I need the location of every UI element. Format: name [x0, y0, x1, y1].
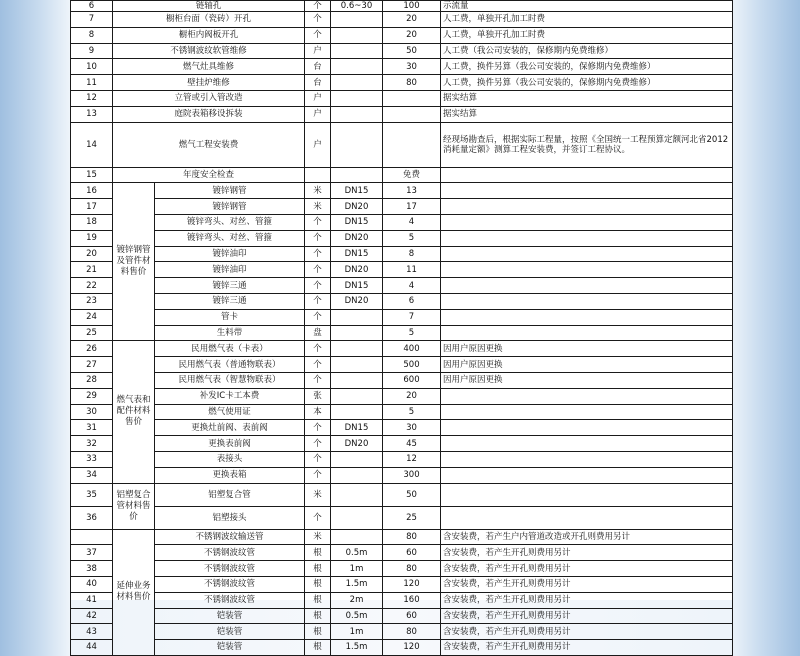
row-number-cell: 15 — [71, 167, 113, 183]
table-row — [71, 545, 733, 561]
remark-cell: 人工费，换件另算（我公司安装的，保修期内免费维修） — [441, 75, 733, 91]
unit-cell: 个 — [305, 372, 331, 388]
price-table-sheet — [70, 0, 732, 653]
price-cell: 400 — [383, 341, 441, 357]
remark-cell — [441, 309, 733, 325]
unit-cell: 根 — [305, 592, 331, 608]
remark-cell — [441, 325, 733, 341]
item-name-cell: 燃气使用证 — [155, 404, 305, 420]
spec-cell: 1.5m — [331, 576, 383, 592]
price-cell: 120 — [383, 640, 441, 656]
unit-cell: 个 — [305, 214, 331, 230]
unit-cell: 根 — [305, 561, 331, 577]
unit-cell: 个 — [305, 451, 331, 467]
price-cell: 5 — [383, 325, 441, 341]
remark-cell: 人工费（我公司安装的，保修期内免费维修） — [441, 43, 733, 59]
price-cell — [383, 90, 441, 106]
price-cell: 500 — [383, 357, 441, 373]
spec-cell: DN20 — [331, 436, 383, 452]
row-number-cell: 11 — [71, 75, 113, 91]
row-number-cell: 38 — [71, 561, 113, 577]
unit-cell: 个 — [305, 436, 331, 452]
remark-cell: 含安装费，若产生开孔则费用另计 — [441, 561, 733, 577]
price-cell: 50 — [383, 483, 441, 506]
remark-cell: 含安装费，若产生户内管道改造或开孔则费用另计 — [441, 529, 733, 545]
remark-cell: 因用户原因更换 — [441, 357, 733, 373]
unit-cell: 个 — [305, 1, 331, 12]
spec-cell: 1m — [331, 561, 383, 577]
item-name-cell: 立管或引入管改造 — [113, 90, 305, 106]
unit-cell: 个 — [305, 27, 331, 43]
item-name-cell: 庭院表箱移设拆装 — [113, 106, 305, 122]
row-number-cell: 8 — [71, 27, 113, 43]
item-name-cell: 壁挂炉维修 — [113, 75, 305, 91]
remark-cell — [441, 246, 733, 262]
spec-cell: DN15 — [331, 183, 383, 199]
remark-cell: 经现场勘查后，根据实际工程量，按照《全国统一工程预算定额河北省2012消耗量定额》测算工程安装费，并签订工程协议。 — [441, 122, 733, 167]
spec-cell — [331, 106, 383, 122]
unit-cell: 台 — [305, 59, 331, 75]
row-number-cell: 40 — [71, 576, 113, 592]
spec-cell: 1.5m — [331, 640, 383, 656]
price-cell: 50 — [383, 43, 441, 59]
table-row — [71, 467, 733, 483]
row-number-cell: 23 — [71, 293, 113, 309]
row-number-cell: 44 — [71, 640, 113, 656]
spec-cell — [331, 372, 383, 388]
row-number-cell: 14 — [71, 122, 113, 167]
table-row — [71, 576, 733, 592]
row-number-cell: 24 — [71, 309, 113, 325]
price-cell: 免费 — [383, 167, 441, 183]
spec-cell: DN15 — [331, 246, 383, 262]
table-row — [71, 592, 733, 608]
row-number-cell: 19 — [71, 230, 113, 246]
category-group-cell: 延伸业务材料售价 — [113, 529, 155, 655]
item-name-cell: 镀锌油印 — [155, 262, 305, 278]
remark-cell — [441, 214, 733, 230]
table-row — [71, 404, 733, 420]
remark-cell — [441, 278, 733, 294]
table-row — [71, 561, 733, 577]
spec-cell — [331, 122, 383, 167]
item-name-cell: 年度安全检查 — [113, 167, 305, 183]
spec-cell — [331, 12, 383, 28]
item-name-cell: 民用燃气表（普通物联表） — [155, 357, 305, 373]
spec-cell — [331, 467, 383, 483]
table-row — [71, 608, 733, 624]
unit-cell: 米 — [305, 199, 331, 215]
unit-cell: 个 — [305, 12, 331, 28]
spec-cell: DN20 — [331, 199, 383, 215]
unit-cell: 个 — [305, 341, 331, 357]
item-name-cell: 链轴孔 — [113, 1, 305, 12]
row-number-cell: 36 — [71, 506, 113, 529]
remark-cell — [441, 293, 733, 309]
row-number-cell: 37 — [71, 545, 113, 561]
spec-cell: 0.5m — [331, 608, 383, 624]
row-number-cell: 12 — [71, 90, 113, 106]
spec-cell — [331, 483, 383, 506]
price-cell: 60 — [383, 608, 441, 624]
spec-cell — [331, 43, 383, 59]
row-number-cell: 17 — [71, 199, 113, 215]
unit-cell: 个 — [305, 467, 331, 483]
remark-cell — [441, 167, 733, 183]
remark-cell: 含安装费，若产生开孔则费用另计 — [441, 576, 733, 592]
spec-cell: DN15 — [331, 420, 383, 436]
unit-cell: 个 — [305, 293, 331, 309]
item-name-cell: 管卡 — [155, 309, 305, 325]
row-number-cell: 30 — [71, 404, 113, 420]
table-row — [71, 506, 733, 529]
item-name-cell: 补发IC卡工本费 — [155, 388, 305, 404]
item-name-cell: 镀锌油印 — [155, 246, 305, 262]
price-cell: 120 — [383, 576, 441, 592]
price-cell: 17 — [383, 199, 441, 215]
spec-cell — [331, 325, 383, 341]
unit-cell: 台 — [305, 75, 331, 91]
remark-cell — [441, 230, 733, 246]
row-number-cell: 18 — [71, 214, 113, 230]
spec-cell — [331, 506, 383, 529]
item-name-cell: 不锈钢波纹软管维修 — [113, 43, 305, 59]
table-row — [71, 214, 733, 230]
unit-cell: 根 — [305, 545, 331, 561]
row-number-cell: 6 — [71, 1, 113, 12]
item-name-cell: 不锈钢波纹管 — [155, 561, 305, 577]
row-number-cell: 9 — [71, 43, 113, 59]
price-cell: 25 — [383, 506, 441, 529]
price-cell: 80 — [383, 529, 441, 545]
table-row — [71, 293, 733, 309]
table-row — [71, 27, 733, 43]
remark-cell: 含安装费，若产生开孔则费用另计 — [441, 624, 733, 640]
remark-cell: 据实结算 — [441, 90, 733, 106]
remark-cell — [441, 199, 733, 215]
spec-cell — [331, 59, 383, 75]
table-row — [71, 325, 733, 341]
price-cell: 4 — [383, 278, 441, 294]
remark-cell: 示流量 — [441, 1, 733, 12]
table-row — [71, 262, 733, 278]
remark-cell — [441, 262, 733, 278]
remark-cell — [441, 506, 733, 529]
unit-cell: 个 — [305, 278, 331, 294]
remark-cell — [441, 436, 733, 452]
table-row — [71, 372, 733, 388]
remark-cell: 人工费，单独开孔加工时费 — [441, 27, 733, 43]
price-cell: 7 — [383, 309, 441, 325]
spec-cell: 0.6~30 — [331, 1, 383, 12]
remark-cell — [441, 420, 733, 436]
unit-cell: 根 — [305, 624, 331, 640]
price-cell: 30 — [383, 420, 441, 436]
price-cell: 5 — [383, 404, 441, 420]
row-number-cell: 33 — [71, 451, 113, 467]
item-name-cell: 民用燃气表（卡表） — [155, 341, 305, 357]
row-number-cell: 29 — [71, 388, 113, 404]
price-cell: 80 — [383, 561, 441, 577]
row-number-cell — [71, 529, 113, 545]
price-cell: 5 — [383, 230, 441, 246]
price-cell: 20 — [383, 388, 441, 404]
unit-cell: 本 — [305, 404, 331, 420]
row-number-cell: 42 — [71, 608, 113, 624]
unit-cell: 根 — [305, 640, 331, 656]
table-row — [71, 529, 733, 545]
price-table-body — [71, 1, 733, 656]
item-name-cell: 不锈钢波纹管 — [155, 545, 305, 561]
row-number-cell: 10 — [71, 59, 113, 75]
row-number-cell: 43 — [71, 624, 113, 640]
item-name-cell: 镀锌钢管 — [155, 199, 305, 215]
price-cell: 80 — [383, 624, 441, 640]
category-group-cell: 燃气表和配件材料售价 — [113, 341, 155, 483]
remark-cell: 人工费，单独开孔加工时费 — [441, 12, 733, 28]
row-number-cell: 28 — [71, 372, 113, 388]
row-number-cell: 32 — [71, 436, 113, 452]
remark-cell — [441, 183, 733, 199]
remark-cell: 含安装费，若产生开孔则费用另计 — [441, 608, 733, 624]
spec-cell — [331, 388, 383, 404]
remark-cell: 因用户原因更换 — [441, 372, 733, 388]
price-cell: 45 — [383, 436, 441, 452]
price-cell: 8 — [383, 246, 441, 262]
spec-cell — [331, 341, 383, 357]
item-name-cell: 铝塑复合管 — [155, 483, 305, 506]
remark-cell — [441, 388, 733, 404]
price-cell: 13 — [383, 183, 441, 199]
table-row — [71, 167, 733, 183]
item-name-cell: 表接头 — [155, 451, 305, 467]
unit-cell: 个 — [305, 262, 331, 278]
item-name-cell: 镀锌三通 — [155, 293, 305, 309]
category-group-cell: 镀锌钢管及管件材料售价 — [113, 183, 155, 341]
table-row — [71, 420, 733, 436]
item-name-cell: 燃气工程安装费 — [113, 122, 305, 167]
table-row — [71, 12, 733, 28]
row-number-cell: 7 — [71, 12, 113, 28]
price-cell: 4 — [383, 214, 441, 230]
spec-cell — [331, 451, 383, 467]
item-name-cell: 橱柜台面（瓷砖）开孔 — [113, 12, 305, 28]
row-number-cell: 35 — [71, 483, 113, 506]
spec-cell: 2m — [331, 592, 383, 608]
item-name-cell: 不锈钢波纹输送管 — [155, 529, 305, 545]
unit-cell: 个 — [305, 230, 331, 246]
remark-cell — [441, 404, 733, 420]
table-row — [71, 246, 733, 262]
price-cell — [383, 122, 441, 167]
item-name-cell: 燃气灶具维修 — [113, 59, 305, 75]
item-name-cell: 不锈钢波纹管 — [155, 592, 305, 608]
table-row — [71, 1, 733, 12]
unit-cell: 户 — [305, 43, 331, 59]
unit-cell: 根 — [305, 608, 331, 624]
unit-cell: 个 — [305, 246, 331, 262]
unit-cell: 个 — [305, 420, 331, 436]
item-name-cell: 铠装管 — [155, 624, 305, 640]
spec-cell — [331, 529, 383, 545]
unit-cell: 张 — [305, 388, 331, 404]
unit-cell: 米 — [305, 483, 331, 506]
spec-cell — [331, 167, 383, 183]
table-row — [71, 357, 733, 373]
remark-cell: 人工费，换件另算（我公司安装的，保修期内免费维修） — [441, 59, 733, 75]
table-row — [71, 624, 733, 640]
table-row — [71, 43, 733, 59]
row-number-cell: 21 — [71, 262, 113, 278]
table-row — [71, 451, 733, 467]
remark-cell: 含安装费，若产生开孔则费用另计 — [441, 592, 733, 608]
item-name-cell: 镀锌钢管 — [155, 183, 305, 199]
spec-cell — [331, 75, 383, 91]
remark-cell — [441, 483, 733, 506]
spec-cell — [331, 309, 383, 325]
table-row — [71, 230, 733, 246]
unit-cell: 户 — [305, 106, 331, 122]
table-row — [71, 278, 733, 294]
table-row — [71, 59, 733, 75]
table-row — [71, 106, 733, 122]
table-row — [71, 199, 733, 215]
spec-cell: DN20 — [331, 262, 383, 278]
unit-cell: 米 — [305, 183, 331, 199]
item-name-cell: 铠装管 — [155, 640, 305, 656]
price-cell: 100 — [383, 1, 441, 12]
unit-cell: 米 — [305, 529, 331, 545]
unit-cell: 根 — [305, 576, 331, 592]
price-table — [70, 0, 733, 656]
table-row — [71, 75, 733, 91]
price-cell: 20 — [383, 27, 441, 43]
item-name-cell: 镀锌弯头、对丝、管箍 — [155, 214, 305, 230]
item-name-cell: 更换灶前阀、表前阀 — [155, 420, 305, 436]
row-number-cell: 20 — [71, 246, 113, 262]
unit-cell: 个 — [305, 309, 331, 325]
table-row — [71, 388, 733, 404]
spec-cell: DN15 — [331, 214, 383, 230]
price-cell: 6 — [383, 293, 441, 309]
price-cell: 600 — [383, 372, 441, 388]
remark-cell: 据实结算 — [441, 106, 733, 122]
row-number-cell: 26 — [71, 341, 113, 357]
row-number-cell: 41 — [71, 592, 113, 608]
spec-cell: 1m — [331, 624, 383, 640]
item-name-cell: 更换表箱 — [155, 467, 305, 483]
table-row — [71, 483, 733, 506]
table-row — [71, 309, 733, 325]
spec-cell — [331, 404, 383, 420]
item-name-cell: 橱柜内阀板开孔 — [113, 27, 305, 43]
row-number-cell: 13 — [71, 106, 113, 122]
table-row — [71, 640, 733, 656]
price-cell: 20 — [383, 12, 441, 28]
remark-cell: 含安装费，若产生开孔则费用另计 — [441, 640, 733, 656]
price-cell: 80 — [383, 75, 441, 91]
unit-cell: 户 — [305, 122, 331, 167]
item-name-cell: 生料带 — [155, 325, 305, 341]
item-name-cell: 镀锌弯头、对丝、管箍 — [155, 230, 305, 246]
remark-cell — [441, 451, 733, 467]
row-number-cell: 22 — [71, 278, 113, 294]
price-cell: 160 — [383, 592, 441, 608]
remark-cell — [441, 467, 733, 483]
item-name-cell: 铠装管 — [155, 608, 305, 624]
spec-cell: DN20 — [331, 293, 383, 309]
unit-cell — [305, 167, 331, 183]
unit-cell: 盘 — [305, 325, 331, 341]
spec-cell — [331, 27, 383, 43]
spec-cell — [331, 90, 383, 106]
remark-cell: 含安装费，若产生开孔则费用另计 — [441, 545, 733, 561]
row-number-cell: 31 — [71, 420, 113, 436]
remark-cell: 因用户原因更换 — [441, 341, 733, 357]
spec-cell: 0.5m — [331, 545, 383, 561]
spec-cell: DN15 — [331, 278, 383, 294]
row-number-cell: 16 — [71, 183, 113, 199]
price-cell: 12 — [383, 451, 441, 467]
unit-cell: 户 — [305, 90, 331, 106]
spec-cell — [331, 357, 383, 373]
item-name-cell: 不锈钢波纹管 — [155, 576, 305, 592]
price-cell: 11 — [383, 262, 441, 278]
price-cell — [383, 106, 441, 122]
item-name-cell: 镀锌三通 — [155, 278, 305, 294]
table-row — [71, 90, 733, 106]
row-number-cell: 27 — [71, 357, 113, 373]
item-name-cell: 民用燃气表（智慧物联表） — [155, 372, 305, 388]
price-cell: 30 — [383, 59, 441, 75]
table-row — [71, 122, 733, 167]
price-cell: 60 — [383, 545, 441, 561]
table-row — [71, 183, 733, 199]
unit-cell: 个 — [305, 506, 331, 529]
item-name-cell: 铝塑接头 — [155, 506, 305, 529]
unit-cell: 个 — [305, 357, 331, 373]
price-cell: 300 — [383, 467, 441, 483]
table-row — [71, 341, 733, 357]
row-number-cell: 25 — [71, 325, 113, 341]
spec-cell: DN20 — [331, 230, 383, 246]
table-row — [71, 436, 733, 452]
category-group-cell: 铝塑复合管材料售价 — [113, 483, 155, 529]
item-name-cell: 更换表前阀 — [155, 436, 305, 452]
row-number-cell: 34 — [71, 467, 113, 483]
